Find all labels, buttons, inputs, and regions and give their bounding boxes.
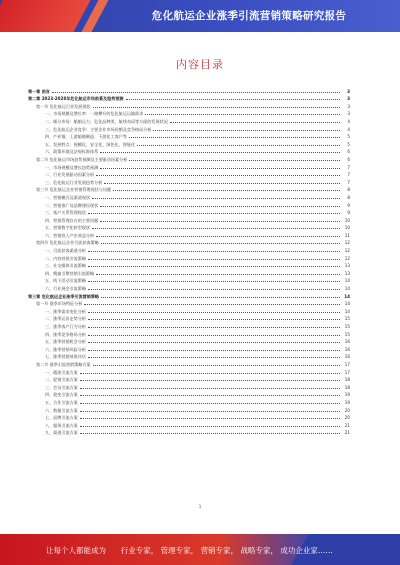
toc-entry[interactable]: [28, 101, 350, 109]
toc-entry-title: 三、社交媒体引流策略: [45, 263, 86, 269]
footer-slogan-item: 战略专家: [240, 546, 271, 555]
toc-entry[interactable]: [28, 420, 350, 428]
toc-entry-title: 一、涨季需求变化分析: [45, 308, 86, 314]
toc-entry[interactable]: [28, 397, 350, 405]
toc-entry-title: 五、合作引流方案: [45, 399, 78, 405]
toc-entry-page: 17: [344, 369, 350, 375]
toc-leader-dots: [100, 220, 340, 222]
toc-leader-dots: [104, 182, 340, 184]
toc-entry-page: 6: [347, 156, 350, 162]
toc-leader-dots: [80, 417, 340, 419]
footer-slogan: 让每个人都能成为 行业专家， 管理专家， 营销专家， 战略专家， 成功企业家……: [46, 546, 333, 555]
toc-entry[interactable]: [28, 116, 350, 124]
toc-entry-page: 21: [344, 430, 350, 436]
toc-entry-title: 一、市场规模及增长趋势预测: [45, 164, 99, 170]
toc-entry[interactable]: [28, 124, 350, 132]
toc-entry[interactable]: [28, 390, 350, 398]
toc-leader-dots: [100, 151, 340, 153]
toc-entry[interactable]: [28, 344, 350, 352]
toc-leader-dots: [92, 227, 340, 229]
toc-entry[interactable]: [28, 139, 350, 147]
toc-leader-dots: [137, 144, 340, 146]
toc-entry[interactable]: [28, 200, 350, 208]
toc-leader-dots: [80, 432, 340, 434]
toc-entry-title: 二、涨季运价走势分析: [45, 316, 86, 322]
toc-entry[interactable]: [28, 314, 350, 322]
footer-slogan-item: 营销专家: [200, 546, 231, 555]
toc-entry-page: 3: [347, 103, 350, 109]
toc-leader-dots: [88, 349, 340, 351]
toc-entry-title: 三、危化航运行业发展趋势分析: [45, 179, 103, 185]
toc-entry-title: 一、市场规模及增长率：一路攀升的危化航运运输需求: [45, 111, 144, 117]
toc-leader-dots: [80, 410, 340, 412]
toc-entry[interactable]: [28, 230, 350, 238]
toc-leader-dots: [88, 250, 340, 252]
toc-entry-title: 第四节 危化航运企业引流获客策略: [36, 240, 99, 246]
toc-leader-dots: [96, 235, 340, 237]
toc-leader-dots: [80, 387, 340, 389]
toc-entry-page: 12: [344, 255, 350, 261]
toc-entry[interactable]: [28, 283, 350, 291]
footer-slogan-item: 行业专家: [120, 546, 151, 555]
toc-leader-dots: [88, 288, 340, 290]
toc-entry[interactable]: [28, 291, 350, 299]
toc-entry[interactable]: [28, 337, 350, 345]
toc-entry-title: 四、搜索引擎营销引流策略: [45, 270, 95, 276]
toc-entry[interactable]: [28, 428, 350, 436]
toc-entry-page: 21: [344, 422, 350, 428]
toc-entry-title: 第三节 危化航运企业营销管理现状与问题: [36, 187, 111, 193]
toc-entry[interactable]: [28, 375, 350, 383]
toc-entry-page: 16: [344, 339, 350, 345]
toc-entry-title: 三、危化航运企业竞争：主要企业市场份额及竞争格局分析: [45, 126, 152, 132]
toc-entry-title: 二、内容营销引流策略: [45, 255, 86, 261]
toc-entry-title: 二、行业发展驱动因素分析: [45, 172, 95, 178]
toc-entry-title: 一、营销模式及渠道现状: [45, 194, 91, 200]
toc-entry-page: 11: [344, 232, 350, 238]
toc-entry-page: 14: [344, 308, 350, 314]
toc-leader-dots: [129, 136, 340, 138]
toc-leader-dots: [88, 212, 340, 214]
toc-entry-title: 第三章 危化航运企业涨季引流营销策略: [28, 293, 100, 299]
toc-entry-title: 五、营销数字化转型现状: [45, 225, 91, 231]
toc-leader-dots: [93, 106, 340, 108]
toc-entry-page: 9: [347, 202, 350, 208]
toc-entry-page: 5: [347, 134, 350, 140]
toc-leader-dots: [96, 174, 340, 176]
header-red-wedge: [0, 0, 91, 32]
toc-entry-page: 15: [344, 316, 350, 322]
toc-entry-page: 13: [344, 270, 350, 276]
toc-leader-dots: [101, 242, 340, 244]
footer-banner: [0, 534, 400, 565]
toc-heading: 内容目录: [176, 58, 224, 71]
toc-entry[interactable]: [28, 321, 350, 329]
toc-entry-page: 12: [344, 240, 350, 246]
toc-entry-title: 五、涨季营销机会分析: [45, 339, 86, 345]
toc-leader-dots: [92, 197, 340, 199]
toc-entry-title: 五、线下活动引流策略: [45, 278, 86, 284]
report-title: 危化航运企业涨季引流营销策略研究报告: [151, 10, 347, 22]
toc-entry-title: 六、涨季营销风险分析: [45, 346, 86, 352]
toc-leader-dots: [145, 113, 340, 115]
toc-entry-title: 六、数据引流方案: [45, 407, 78, 413]
toc-leader-dots: [88, 334, 340, 336]
toc-entry[interactable]: [28, 245, 350, 253]
toc-entry-page: 14: [344, 301, 350, 307]
toc-leader-dots: [80, 425, 340, 427]
toc-entry[interactable]: [28, 177, 350, 185]
toc-entry[interactable]: [28, 261, 350, 269]
toc-leader-dots: [100, 167, 340, 169]
toc-entry-page: 14: [344, 286, 350, 292]
toc-entry-page: 16: [344, 346, 350, 352]
toc-leader-dots: [88, 341, 340, 343]
toc-leader-dots: [113, 189, 340, 191]
toc-entry-page: 16: [344, 354, 350, 360]
toc-entry[interactable]: [28, 208, 350, 216]
table-of-contents: [28, 86, 350, 435]
toc-leader-dots: [129, 159, 340, 161]
toc-entry[interactable]: [28, 109, 350, 117]
toc-entry-page: 10: [344, 225, 350, 231]
toc-entry[interactable]: [28, 185, 350, 193]
toc-leader-dots: [88, 356, 340, 358]
toc-entry-page: 8: [347, 187, 350, 193]
toc-entry[interactable]: [28, 86, 350, 94]
toc-leader-dots: [88, 258, 340, 260]
toc-entry-page: 18: [344, 384, 350, 390]
toc-entry-title: 三、会员引流方案: [45, 384, 78, 390]
toc-entry[interactable]: [28, 359, 350, 367]
toc-leader-dots: [170, 121, 340, 123]
toc-entry-page: 7: [347, 179, 350, 185]
toc-entry-title: 四、产业链：上游船舶制造、下游化工客户等: [45, 134, 127, 140]
toc-entry-page: 4: [347, 126, 350, 132]
toc-entry-page: 13: [344, 263, 350, 269]
page-number: 1: [198, 505, 202, 510]
toc-entry[interactable]: [28, 215, 350, 223]
toc-entry-page: 7: [347, 164, 350, 170]
toc-entry-title: 四、营销管理存在的主要问题: [45, 217, 99, 223]
toc-entry[interactable]: [28, 413, 350, 421]
toc-entry[interactable]: [28, 268, 350, 276]
toc-leader-dots: [80, 372, 340, 374]
toc-entry-title: 九、渠道引流方案: [45, 430, 78, 436]
toc-leader-dots: [93, 364, 340, 366]
toc-entry[interactable]: [28, 329, 350, 337]
toc-entry[interactable]: [28, 238, 350, 246]
toc-entry-title: 三、涨季客户行为分析: [45, 324, 86, 329]
toc-entry-title: 二、促销引流方案: [45, 377, 78, 383]
toc-entry[interactable]: [28, 147, 350, 155]
toc-entry-title: 八、服务引流方案: [45, 422, 78, 428]
toc-leader-dots: [80, 402, 340, 404]
toc-entry[interactable]: [28, 352, 350, 360]
toc-entry[interactable]: [28, 162, 350, 170]
toc-entry-title: 七、品牌引流方案: [45, 415, 78, 421]
toc-entry-page: 3: [347, 111, 350, 117]
toc-leader-dots: [52, 91, 340, 93]
toc-entry-page: 19: [344, 399, 350, 405]
footer-slogan-item: 成功企业家……: [280, 546, 333, 555]
toc-entry[interactable]: [28, 276, 350, 284]
toc-entry[interactable]: [28, 299, 350, 307]
toc-entry[interactable]: [28, 253, 350, 261]
toc-entry-page: 15: [344, 331, 350, 337]
toc-entry[interactable]: [28, 382, 350, 390]
toc-entry-title: 一、引流获客渠道分析: [45, 248, 86, 254]
toc-entry-title: 三、客户关系管理现状: [45, 210, 86, 216]
toc-entry-page: 20: [344, 415, 350, 421]
toc-entry-title: 四、涨季竞争格局分析: [45, 331, 86, 337]
toc-entry-title: 第一节 危化航运行业发展现状: [36, 103, 91, 109]
toc-entry-page: 3: [347, 88, 350, 94]
toc-leader-dots: [84, 303, 340, 305]
toc-entry-title: 第二章 2023-2028年危化航运市场前景及趋势预测: [28, 96, 124, 102]
toc-leader-dots: [88, 326, 340, 328]
footer-slogan-lead: 让每个人都能成为: [46, 546, 106, 555]
toc-leader-dots: [88, 318, 340, 320]
toc-entry-page: 12: [344, 248, 350, 254]
toc-entry-title: 七、涨季营销效果评估: [45, 354, 86, 360]
toc-entry[interactable]: [28, 132, 350, 140]
toc-entry[interactable]: [28, 170, 350, 178]
toc-entry[interactable]: [28, 367, 350, 375]
toc-entry-title: 二、营销推广及品牌建设现状: [45, 202, 99, 208]
toc-leader-dots: [101, 296, 340, 298]
toc-entry-page: 10: [344, 217, 350, 223]
footer-slogan-item: 管理专家: [160, 546, 191, 555]
report-header-banner: [0, 0, 400, 32]
toc-entry-page: 19: [344, 392, 350, 398]
toc-leader-dots: [126, 98, 340, 100]
toc-entry-page: 8: [347, 194, 350, 200]
toc-entry-title: 第一章 前言: [28, 88, 50, 94]
toc-entry-page: 20: [344, 407, 350, 413]
toc-leader-dots: [88, 280, 340, 282]
toc-entry[interactable]: [28, 405, 350, 413]
toc-entry-title: 四、裂变引流方案: [45, 392, 78, 398]
toc-entry-page: 5: [347, 141, 350, 147]
toc-entry-title: 第一节 涨季市场特征分析: [36, 301, 83, 307]
toc-entry[interactable]: [28, 306, 350, 314]
toc-leader-dots: [80, 379, 340, 381]
toc-entry[interactable]: [28, 94, 350, 102]
toc-entry-title: 五、发展特点：规模化、安全化、绿色化、智能化: [45, 141, 136, 147]
toc-leader-dots: [100, 205, 340, 207]
toc-entry-page: 17: [344, 361, 350, 367]
toc-leader-dots: [88, 311, 340, 313]
toc-entry-page: 14: [344, 293, 350, 299]
toc-entry[interactable]: [28, 192, 350, 200]
toc-entry-title: 六、政策环境及法规标准体系: [45, 149, 99, 155]
toc-entry-page: 6: [347, 149, 350, 155]
toc-leader-dots: [88, 265, 340, 267]
toc-entry-title: 二、细分市场：船舶运力、危化品种类、航线布局等方面的发展状况: [45, 118, 168, 124]
toc-entry-page: 3: [347, 96, 350, 102]
toc-entry[interactable]: [28, 154, 350, 162]
toc-leader-dots: [96, 273, 340, 275]
toc-entry-title: 第二节 危化航运市场趋势预测及主要驱动因素分析: [36, 156, 128, 162]
toc-entry-title: 一、精准引流方案: [45, 369, 78, 375]
toc-entry-page: 9: [347, 210, 350, 216]
toc-entry-page: 18: [344, 377, 350, 383]
toc-leader-dots: [80, 394, 340, 396]
toc-entry-title: 第二节 涨季引流营销策略方案: [36, 361, 91, 367]
toc-entry-page: 7: [347, 172, 350, 178]
toc-entry-title: 六、行业展会引流策略: [45, 286, 86, 292]
toc-leader-dots: [153, 129, 340, 131]
toc-entry[interactable]: [28, 223, 350, 231]
toc-entry-page: 15: [344, 324, 350, 329]
toc-entry-page: 4: [347, 118, 350, 124]
toc-entry-page: 14: [344, 278, 350, 284]
toc-entry-title: 六、营销投入产出效益分析: [45, 232, 95, 238]
